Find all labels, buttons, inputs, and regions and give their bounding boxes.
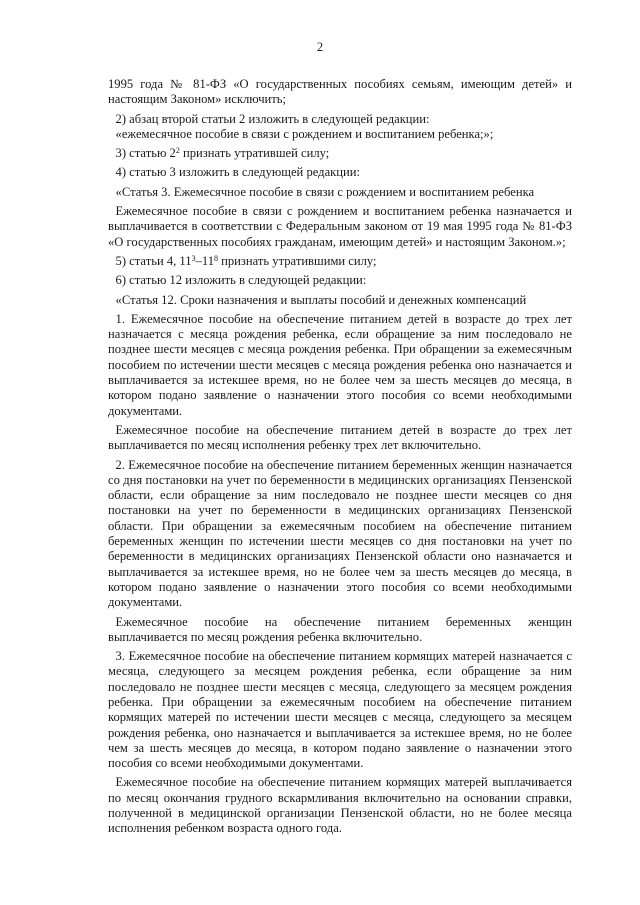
paragraph-item-3: 3) статью $2^2$ признать утратившей силу; [115, 146, 330, 161]
article-3-body: Ежемесячное пособие в связи с рождением и воспитанием ребенка назначается и выплачивается в соответствии с Федеральным законом от 19 мая 1995 года № 81-ФЗ «О государственных пособиях гражданам, имеющим детей» и настоящим Законом.»; [108, 204, 572, 249]
article-3-heading: «Статья 3. Ежемесячное пособие в связи с рождением и воспитанием ребенка [115, 184, 535, 199]
superscript: 2 [175, 146, 180, 156]
superscript: 3 [191, 253, 196, 263]
article-12-part-3: 3. Ежемесячное пособие на обеспечение питанием кормящих матерей назначается с месяца, следующего за месяцем рождения ребенка, если обращение за ним последовало не позднее шести месяцев с месяца, следующего за месяцем рождения ребенка. При обращении за ежемесячным пособием на обеспечение питанием кормящих матерей по истечении шести месяцев с месяца, следующего за месяцем рождения ребенка, оно назначается и выплачивается за истекшее время, но не более чем за шесть месяцев до месяца, в котором подано заявление о назначении этого пособия со всеми необходимыми документами. [108, 649, 572, 771]
article-12-part-2: 2. Ежемесячное пособие на обеспечение питанием беременных женщин назначается со дня постановки на учет по беременности в медицинских организациях Пензенской области, если обращение за ним последовало не позднее шести месяцев со дня постановки на учет по беременности в медицинских организациях Пензенской области. При обращении за ежемесячным пособием на обеспечение питанием беременных женщин по истечении шести месяцев со дня постановки на учет по беременности в медицинских организациях Пензенской области оно назначается и выплачивается за истекшее время, но не более чем за шесть месяцев до месяца, в котором подано заявление о назначении этого пособия со всеми необходимыми документами. [108, 457, 572, 610]
article-12-part-3-payment: Ежемесячное пособие на обеспечение питанием кормящих матерей выплачивается по месяц окончания грудного вскармливания включительно на основании справки, полученной в медицинской организации Пензенской области, но не более месяца исполнения ребенком возраста одного года. [108, 775, 572, 836]
paragraph-item-5: 5) статьи 4, $11^3-11^8$ признать утратившими силу; [115, 253, 377, 268]
paragraph-item-6: 6) статью 12 изложить в следующей редакции: [115, 273, 367, 288]
article-12-part-1: 1. Ежемесячное пособие на обеспечение питанием детей в возрасте до трех лет назначается с месяца рождения ребенка, если обращение за ним последовало не позднее шести месяцев с месяца рождения ребенка. При обращении за ежемесячным пособием по истечении шести месяцев с месяца рождения ребенка оно назначается и выплачивается за истекшее время, но не более чем за шесть месяцев до месяца, в котором подано заявление о назначении этого пособия со всеми необходимыми документами. [108, 311, 572, 418]
paragraph-continuation: 1995 года № 81-ФЗ «О государственных пособиях семьям, имеющим детей» и настоящим Законом» исключить; [108, 77, 572, 107]
article-12-part-2-payment: Ежемесячное пособие на обеспечение питанием беременных женщин выплачивается по месяц рождения ребенка включительно. [108, 614, 572, 644]
article-12-heading: «Статья 12. Сроки назначения и выплаты пособий и денежных компенсаций [115, 292, 527, 307]
paragraph-item-2: 2) абзац второй статьи 2 изложить в следующей редакции: [115, 111, 430, 126]
page-number: 2 [316, 40, 324, 54]
paragraph-quote-definition: «ежемесячное пособие в связи с рождением и воспитанием ребенка;»; [115, 126, 494, 141]
superscript: 8 [214, 253, 218, 263]
paragraph-item-4: 4) статью 3 изложить в следующей редакции: [115, 165, 360, 180]
article-12-part-1-payment: Ежемесячное пособие на обеспечение питанием детей в возрасте до трех лет выплачивается по месяц исполнения ребенку трех лет включительно. [108, 422, 572, 453]
